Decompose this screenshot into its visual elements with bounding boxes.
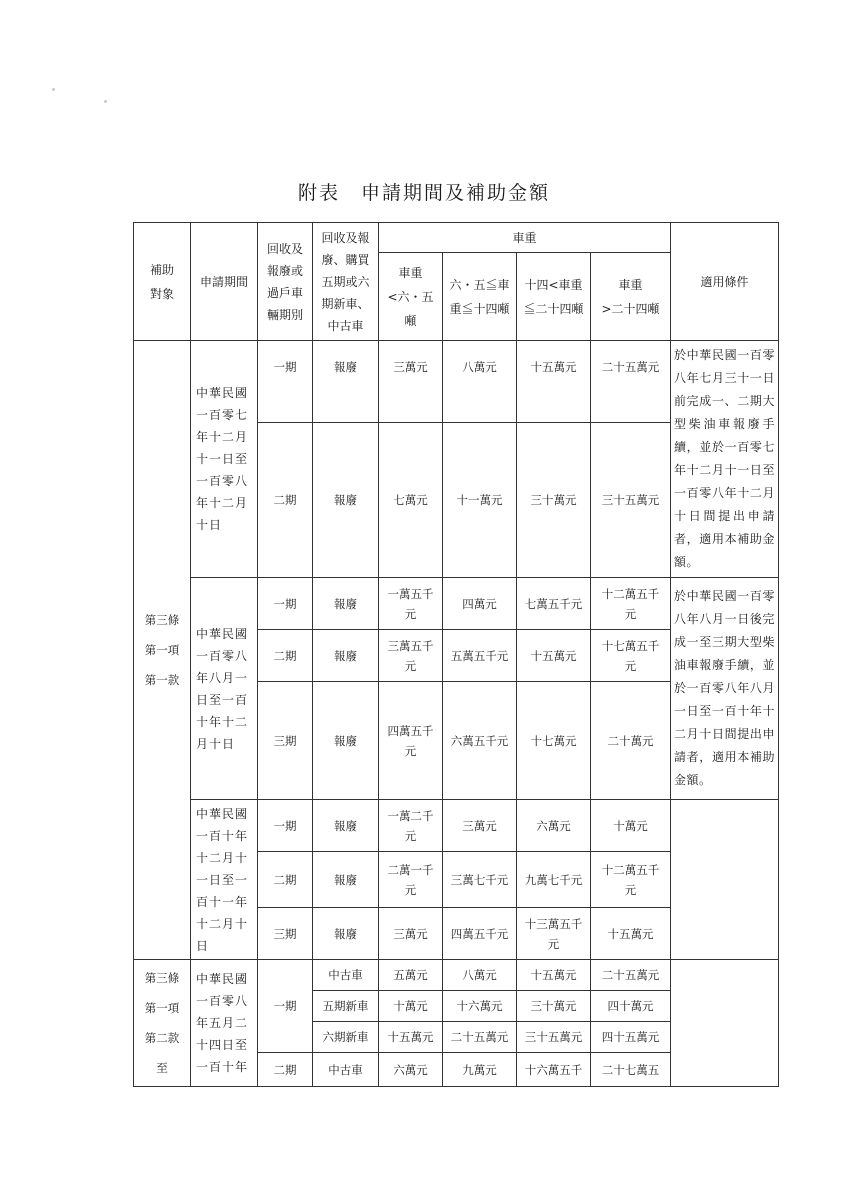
- header-weight: 車重: [379, 223, 671, 253]
- header-weight-1: 車重 <六・五 噸: [379, 253, 443, 341]
- scan-speck: [52, 88, 55, 91]
- amount-cell: 十六萬元: [443, 991, 517, 1022]
- type-cell: 中古車: [313, 1053, 379, 1087]
- scan-speck: [104, 100, 107, 103]
- amount-cell: 十萬元: [591, 800, 671, 852]
- section1-group3-condition: [671, 800, 779, 960]
- amount-cell: 三萬五千 元: [379, 630, 443, 682]
- amount-cell: 七萬元: [379, 423, 443, 578]
- header-target: 補助 對象: [134, 223, 191, 341]
- section1-group1-condition: 於中華民國一百零八年七月三十一日前完成一、二期大型柴油車報廢手續，並於一百零七年十二月十一日至一百零八年十二月十日間提出申請者，適用本補助金額。: [671, 341, 779, 578]
- table-row: [134, 960, 779, 991]
- type-cell: 報廢: [313, 341, 379, 423]
- amount-cell: 十五萬元: [517, 341, 591, 423]
- section2-period: 中華民國 一百零八 年五月二 十四日至 一百十年: [191, 960, 258, 1087]
- amount-cell: 八萬元: [443, 960, 517, 991]
- amount-cell: 九萬七千元: [517, 852, 591, 908]
- amount-cell: 十五萬元: [517, 960, 591, 991]
- section1-group2-condition: 於中華民國一百零八年八月一日後完成一至三期大型柴油車報廢手續，並於一百零八年八月一日至一百十年十二月十日間提出申請者，適用本補助金額。: [671, 578, 779, 800]
- section1-group3-period: 中華民國 一百十年 十二月十 一日至一 百十一年 十二月十 日: [191, 800, 258, 960]
- header-condition: 適用條件: [671, 223, 779, 341]
- amount-cell: 三萬七千元: [443, 852, 517, 908]
- amount-cell: 一萬二千 元: [379, 800, 443, 852]
- amount-cell: 十七萬元: [517, 682, 591, 800]
- header-scrap-purchase: 回收及報 廢、購買 五期或六 期新車、 中古車: [313, 223, 379, 341]
- type-cell: 報廢: [313, 682, 379, 800]
- amount-cell: 四十五萬元: [591, 1022, 671, 1053]
- amount-cell: 三十五萬元: [517, 1022, 591, 1053]
- amount-cell: 二十五萬元: [591, 960, 671, 991]
- amount-cell: 十六萬五千: [517, 1053, 591, 1087]
- section1-group2-period: 中華民國 一百零八 年八月一 日至一百 十年十二 月十日: [191, 578, 258, 800]
- amount-cell: 六萬五千元: [443, 682, 517, 800]
- phase-cell: 一期: [258, 578, 313, 630]
- amount-cell: 八萬元: [443, 341, 517, 423]
- amount-cell: 十二萬五千 元: [591, 578, 671, 630]
- type-cell: 報廢: [313, 578, 379, 630]
- amount-cell: 二十五萬元: [591, 341, 671, 423]
- section1-group1-period: 中華民國 一百零七 年十二月 十一日至 一百零八 年十二月 十日: [191, 341, 258, 578]
- type-cell: 報廢: [313, 800, 379, 852]
- subsidy-table: [133, 222, 779, 1087]
- type-cell: 六期新車: [313, 1022, 379, 1053]
- header-scrap-period: 回收及 報廢或 過戶車 輛期別: [258, 223, 313, 341]
- phase-cell: 二期: [258, 852, 313, 908]
- amount-cell: 四十萬元: [591, 991, 671, 1022]
- type-cell: 中古車: [313, 960, 379, 991]
- phase-cell: 二期: [258, 630, 313, 682]
- phase-cell: 三期: [258, 908, 313, 960]
- table-row: [134, 578, 779, 630]
- header-period: 申請期間: [191, 223, 258, 341]
- section1-target: 第三條 第一項 第一款: [134, 341, 191, 960]
- amount-cell: 六萬元: [517, 800, 591, 852]
- amount-cell: 三十五萬元: [591, 423, 671, 578]
- phase-cell: 一期: [258, 800, 313, 852]
- amount-cell: 二十七萬五: [591, 1053, 671, 1087]
- amount-cell: 六萬元: [379, 1053, 443, 1087]
- amount-cell: 十七萬五千 元: [591, 630, 671, 682]
- type-cell: 報廢: [313, 852, 379, 908]
- header-weight-2: 六・五≦車 重≦十四噸: [443, 253, 517, 341]
- amount-cell: 十三萬五千 元: [517, 908, 591, 960]
- amount-cell: 四萬五千元: [443, 908, 517, 960]
- amount-cell: 三十萬元: [517, 991, 591, 1022]
- section2-target: 第三條 第一項 第二款 至: [134, 960, 191, 1087]
- header-row-1: [134, 223, 779, 253]
- amount-cell: 四萬元: [443, 578, 517, 630]
- type-cell: 五期新車: [313, 991, 379, 1022]
- page-title: 附表 申請期間及補助金額: [297, 182, 550, 204]
- amount-cell: 三萬元: [379, 908, 443, 960]
- section2-condition: [671, 960, 779, 1087]
- amount-cell: 五萬五千元: [443, 630, 517, 682]
- amount-cell: 四萬五千 元: [379, 682, 443, 800]
- type-cell: 報廢: [313, 423, 379, 578]
- phase-cell: 二期: [258, 423, 313, 578]
- amount-cell: 七萬五千元: [517, 578, 591, 630]
- header-weight-3: 十四<車重 ≦二十四噸: [517, 253, 591, 341]
- amount-cell: 二十五萬元: [443, 1022, 517, 1053]
- phase-cell: 三期: [258, 682, 313, 800]
- amount-cell: 五萬元: [379, 960, 443, 991]
- type-cell: 報廢: [313, 630, 379, 682]
- section2-phase1: 一期: [258, 960, 313, 1053]
- amount-cell: 二十萬元: [591, 682, 671, 800]
- amount-cell: 十五萬元: [517, 630, 591, 682]
- amount-cell: 一萬五千 元: [379, 578, 443, 630]
- table-row: [134, 341, 779, 423]
- amount-cell: 三萬元: [443, 800, 517, 852]
- amount-cell: 十二萬五千 元: [591, 852, 671, 908]
- phase-cell: 一期: [258, 341, 313, 423]
- header-weight-4: 車重 >二十四噸: [591, 253, 671, 341]
- amount-cell: 二萬一千 元: [379, 852, 443, 908]
- amount-cell: 三萬元: [379, 341, 443, 423]
- amount-cell: 三十萬元: [517, 423, 591, 578]
- type-cell: 報廢: [313, 908, 379, 960]
- amount-cell: 十五萬元: [591, 908, 671, 960]
- amount-cell: 十一萬元: [443, 423, 517, 578]
- amount-cell: 九萬元: [443, 1053, 517, 1087]
- table-row: [134, 800, 779, 852]
- amount-cell: 十萬元: [379, 991, 443, 1022]
- amount-cell: 十五萬元: [379, 1022, 443, 1053]
- phase-cell: 二期: [258, 1053, 313, 1087]
